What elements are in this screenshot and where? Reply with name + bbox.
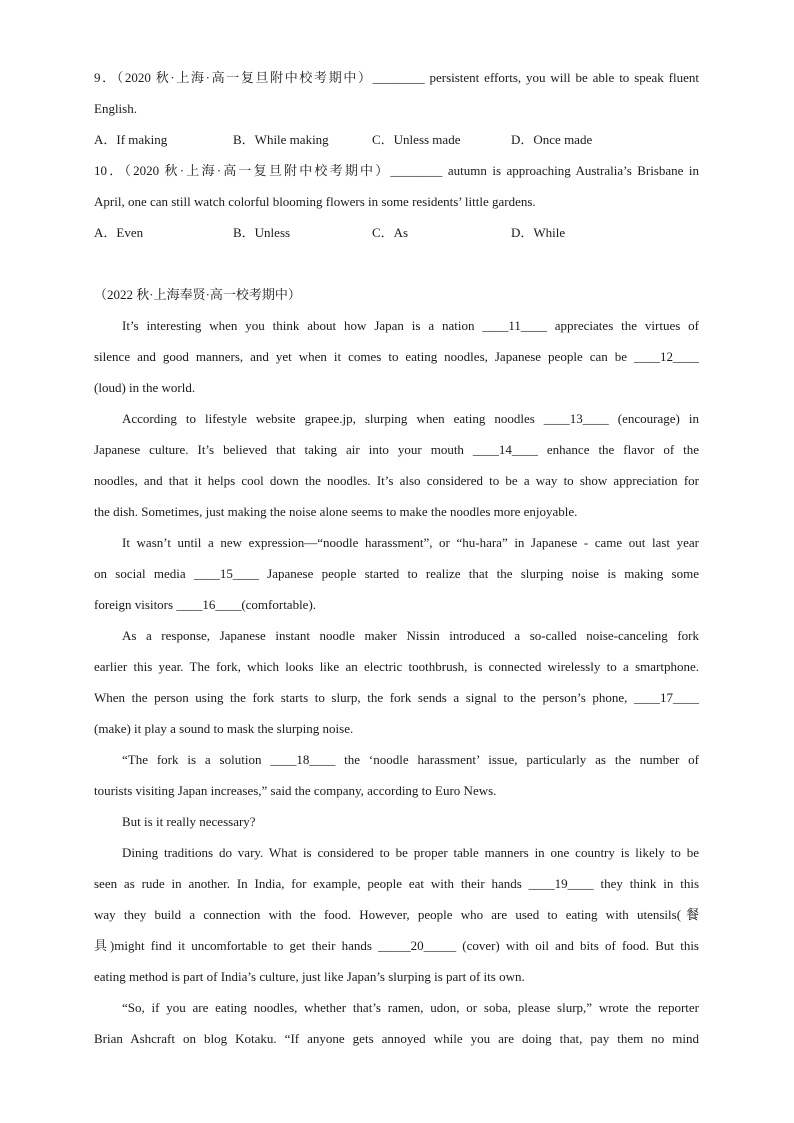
passage-line: the dish. Sometimes, just making the noise alone seems to make the noodles more enjoyable.: [94, 504, 578, 519]
passage-line: silence and good manners, and yet when it comes to eating noodles, Japanese people can be ____12____: [94, 349, 699, 364]
q9-options: [94, 124, 699, 155]
q10-stem-line2: April, one can still watch colorful blooming flowers in some residents’ little gardens.: [94, 194, 536, 209]
q10-option-d: D．While: [511, 225, 566, 240]
passage-line: When the person using the fork starts to slurp, the fork sends a signal to the person’s phone, ____17____: [94, 690, 699, 705]
passage-line: “The fork is a solution ____18____ the ‘noodle harassment’ issue, particularly as the number of: [122, 752, 699, 767]
passage-line: “So, if you are eating noodles, whether that’s ramen, udon, or soba, please slurp,” wrote the reporter: [122, 1000, 699, 1015]
q9-option-c: C．Unless made: [372, 132, 461, 147]
passage-source: （2022 秋·上海奉贤·高一校考期中）: [94, 287, 301, 302]
passage-line: (make) it play a sound to mask the slurping noise.: [94, 721, 354, 736]
passage-line: way they build a connection with the food. However, people who are used to eating with utensils(餐: [94, 907, 699, 922]
passage-line: As a response, Japanese instant noodle maker Nissin introduced a so-called noise-canceling fork: [122, 628, 699, 643]
q9-stem-line2: English.: [94, 101, 137, 116]
q10-stem-line1: 10．（2020 秋·上海·高一复旦附中校考期中）________ autumn is approaching Australia’s Brisbane in: [94, 163, 699, 178]
passage-line: It’s interesting when you think about how Japan is a nation ____11____ appreciates the virtues of: [122, 318, 699, 333]
passage-line: But is it really necessary?: [122, 814, 256, 829]
passage-line: seen as rude in another. In India, for example, people eat with their hands ____19____ they think in this: [94, 876, 699, 891]
passage-line: on social media ____15____ Japanese people started to realize that the slurping noise is making some: [94, 566, 699, 581]
passage-line: Brian Ashcraft on blog Kotaku. “If anyone gets annoyed while you are doing that, pay them no mind: [94, 1031, 699, 1046]
section-spacer: [94, 248, 699, 279]
q10-option-b: B．Unless: [233, 225, 291, 240]
passage-line: Dining traditions do vary. What is considered to be proper table manners in one country is likely to be: [122, 845, 699, 860]
passage-line: tourists visiting Japan increases,” said the company, according to Euro News.: [94, 783, 497, 798]
q10-option-c: C．As: [372, 225, 409, 240]
q9-option-b: B．While making: [233, 132, 329, 147]
passage-line: eating method is part of India’s culture, just like Japan’s slurping is part of its own.: [94, 969, 525, 984]
passage-line: (loud) in the world.: [94, 380, 196, 395]
passage-line: Japanese culture. It’s believed that taking air into your mouth ____14____ enhance the flavor of the: [94, 442, 699, 457]
passage-line: According to lifestyle website grapee.jp, slurping when eating noodles ____13____ (encourage) in: [122, 411, 699, 426]
passage-line: 具)might find it uncomfortable to get their hands _____20_____ (cover) with oil and bits of food. But this: [94, 938, 699, 953]
q10-option-a: A．Even: [94, 225, 144, 240]
q10-options: [94, 217, 699, 248]
q9-option-a: A．If making: [94, 132, 168, 147]
passage-line: It wasn’t until a new expression—“noodle harassment”, or “hu-hara” in Japanese - came out last year: [122, 535, 699, 550]
q9-option-d: D．Once made: [511, 132, 593, 147]
document-page: [94, 62, 699, 1054]
passage-line: foreign visitors ____16____(comfortable).: [94, 597, 317, 612]
q9-stem-line1: 9．（2020 秋·上海·高一复旦附中校考期中）________ persistent efforts, you will be able to speak fluent: [94, 70, 699, 85]
passage-line: noodles, and that it helps cool down the noodles. It’s also considered to be a way to show appreciation for: [94, 473, 699, 488]
passage-line: earlier this year. The fork, which looks like an electric toothbrush, is connected wirelessly to a smartphone.: [94, 659, 699, 674]
